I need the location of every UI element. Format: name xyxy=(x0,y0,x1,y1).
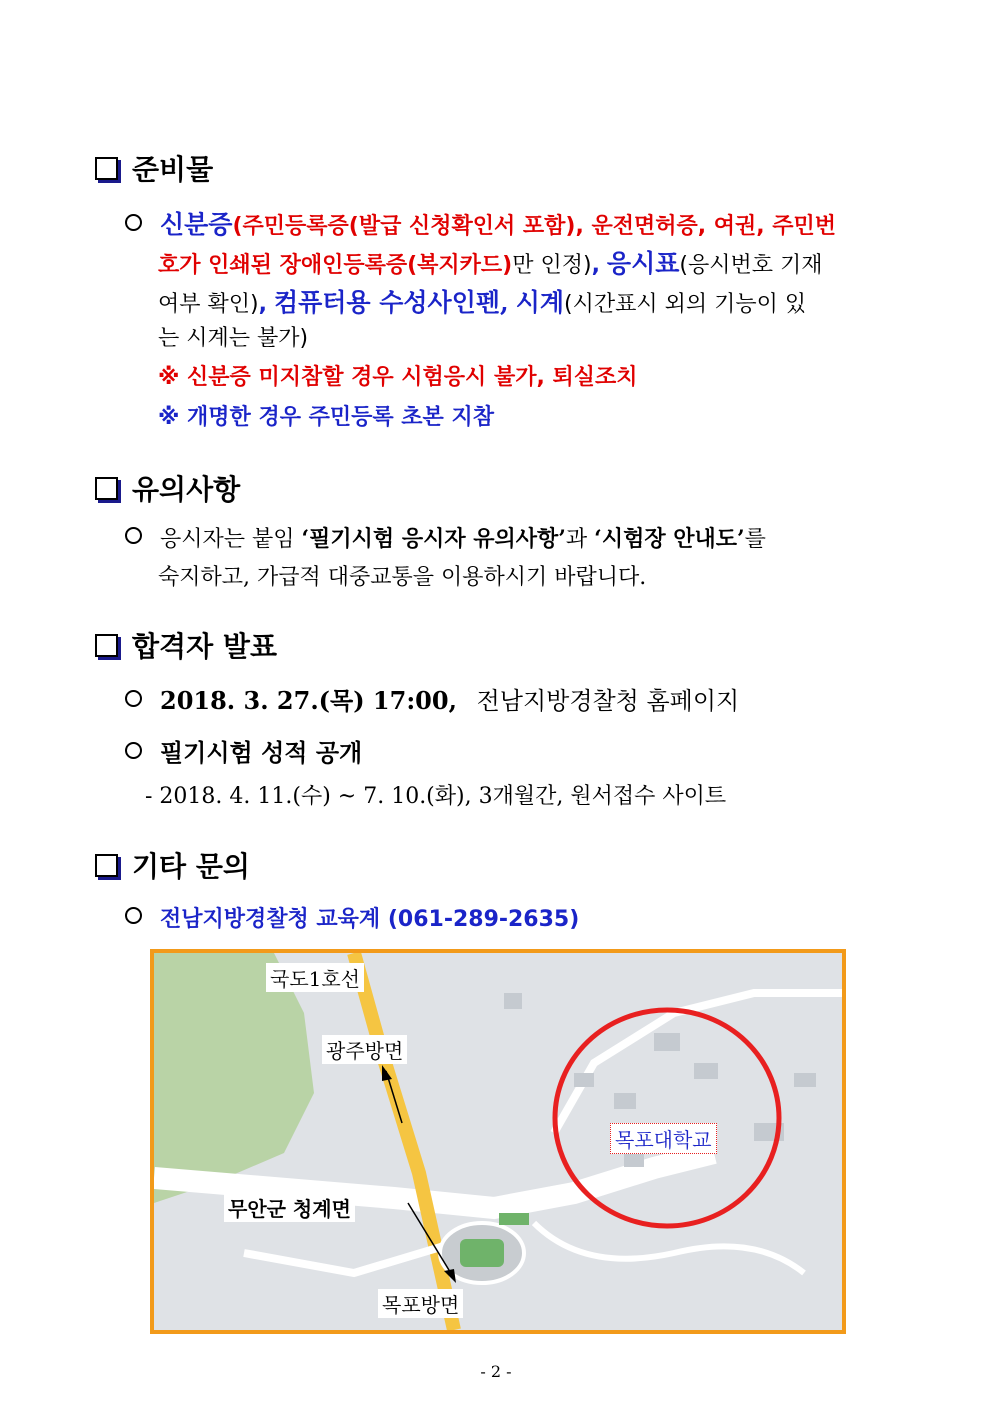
id-docs-text-cont: 호가 인쇄된 장애인등록증(복지카드) xyxy=(158,253,513,278)
exam-ticket-label: 응시표 xyxy=(606,249,680,278)
scores-detail: - 2018. 4. 11.(수) ~ 7. 10.(화), 3개월간, 원서접수 사이트 xyxy=(145,784,727,809)
id-docs-text: (주민등록증(발급 신청확인서 포함), 운전면허증, 여권, 주민번 xyxy=(232,214,837,239)
circle-bullet-icon xyxy=(125,690,142,707)
preparations-line-1 xyxy=(125,205,836,241)
map-label-gwangju: 광주방면 xyxy=(322,1035,407,1064)
map-label-muan: 무안군 청계면 xyxy=(224,1193,355,1222)
announcement-date-line xyxy=(125,681,739,716)
comma: , xyxy=(258,292,267,317)
watch-note: (시간표시 외의 기능이 있 xyxy=(564,292,807,317)
watch-label: 시계 xyxy=(515,288,565,317)
id-card-label: 신분증 xyxy=(160,210,233,239)
venue-map xyxy=(150,949,846,1334)
inquiry-contact-line xyxy=(125,902,579,933)
comma: , xyxy=(591,253,600,278)
notices-line-1: 응시자는 붙임 ‘필기시험 응시자 유의사항’과 ‘시험장 안내도’를 xyxy=(125,522,766,553)
circle-bullet-icon xyxy=(125,742,142,759)
checkbox-square-icon xyxy=(95,854,118,877)
venue-guide-title: ‘시험장 안내도’ xyxy=(594,526,745,552)
exam-ticket-note: (응시번호 기재 xyxy=(679,253,823,278)
exam-ticket-note-cont: 여부 확인) xyxy=(158,292,259,317)
map-label-university: 목포대학교 xyxy=(610,1123,717,1154)
notices-line-2: 숙지하고, 가급적 대중교통을 이용하시기 바랍니다. xyxy=(158,565,647,590)
checkbox-square-icon xyxy=(95,157,118,180)
pen-label: 컴퓨터용 수성사인펜, xyxy=(273,288,509,317)
preparations-line-4 xyxy=(158,321,308,352)
checkbox-square-icon xyxy=(95,477,118,500)
preparations-line-2 xyxy=(158,244,822,280)
map-label-route: 국도1호선 xyxy=(266,963,364,992)
checkbox-square-icon xyxy=(95,634,118,657)
map-background xyxy=(154,953,842,1330)
section-heading-announcement: 합격자 발표 xyxy=(95,625,277,665)
inquiry-contact: 전남지방경찰청 교육계 (061-289-2635) xyxy=(160,907,580,932)
section-heading-notices: 유의사항 xyxy=(95,468,240,508)
section-heading-inquiry: 기타 문의 xyxy=(95,845,250,885)
announcement-site: 전남지방경찰청 홈페이지 xyxy=(476,687,740,715)
circle-bullet-icon xyxy=(125,527,142,544)
circle-bullet-icon xyxy=(125,907,142,924)
scores-title-line: 필기시험 성적 공개 xyxy=(125,733,362,768)
map-label-mokpo-direction: 목포방면 xyxy=(378,1289,463,1318)
preparations-note-1: ※ 신분증 미지참할 경우 시험응시 불가, 퇴실조치 xyxy=(158,365,638,390)
national-route-1-road xyxy=(354,953,454,1330)
circle-bullet-icon xyxy=(125,214,142,231)
page-number: - 2 - xyxy=(480,1362,512,1381)
watch-note-cont: 는 시계는 불가) xyxy=(158,326,309,351)
section-heading-preparations: 준비물 xyxy=(95,148,213,188)
announcement-date: 2018. 3. 27.(목) 17:00, xyxy=(160,686,457,715)
preparations-note-2: ※ 개명한 경우 주민등록 초본 지참 xyxy=(158,405,494,430)
preparations-line-3 xyxy=(158,283,806,319)
id-only-text: 만 인정) xyxy=(512,253,592,278)
attachment-notice-title: ‘필기시험 응시자 유의사항’ xyxy=(301,526,566,552)
